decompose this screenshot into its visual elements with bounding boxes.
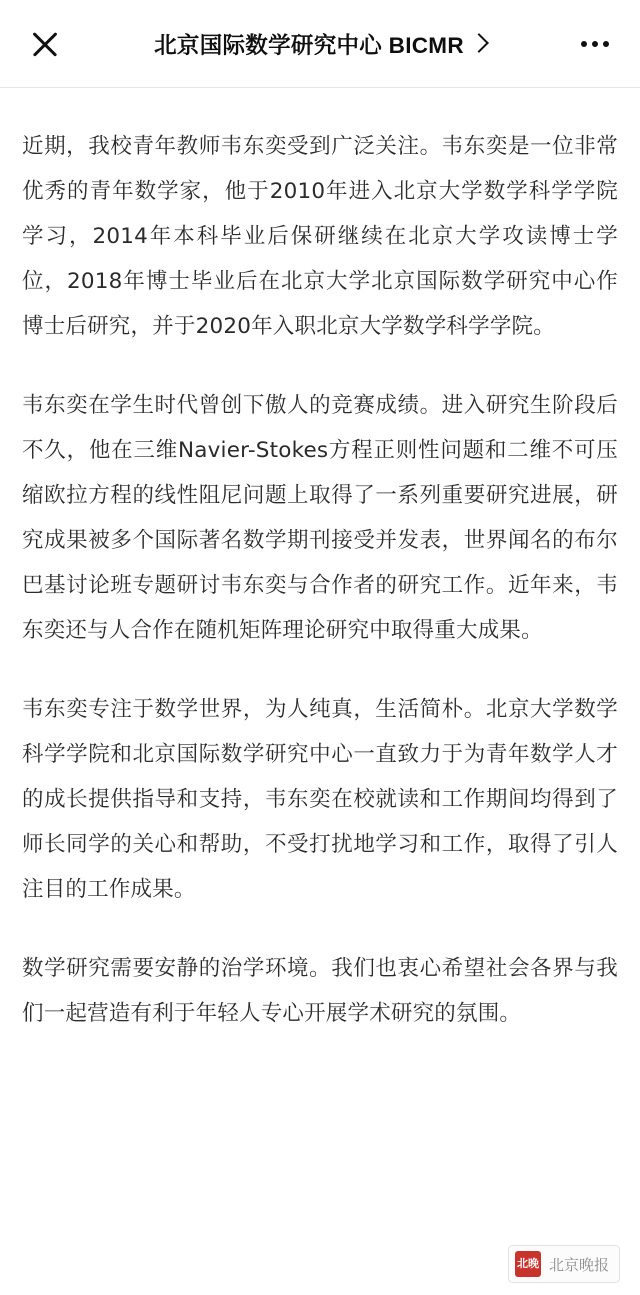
publisher-logo: 北晚 — [515, 1251, 541, 1277]
page-title: 北京国际数学研究中心 BICMR — [154, 32, 464, 58]
source-footer — [0, 1233, 640, 1295]
account-header[interactable] — [64, 28, 576, 60]
close-icon[interactable] — [26, 25, 64, 63]
more-options-icon[interactable] — [576, 25, 614, 63]
more-dot — [603, 41, 609, 47]
publisher-name: 北京晚报 — [548, 1255, 609, 1274]
article-paragraph: 韦东奕在学生时代曾创下傲人的竞赛成绩。进入研究生阶段后不久，他在三维Navier-Stokes方程正则性问题和二维不可压缩欧拉方程的线性阻尼问题上取得了一系列重要研究进展，研究成果被多个国际著名数学期刊接受并发表，世界闻名的布尔巴基讨论班专题研讨韦东奕与合作者的研究工作。近年来，韦东奕还与人合作在随机矩阵理论研究中取得重大成果。 — [22, 393, 618, 643]
chevron-right-icon[interactable] — [469, 33, 489, 53]
more-dot — [581, 41, 587, 47]
source-badge[interactable] — [508, 1245, 620, 1283]
top-navigation-bar — [0, 0, 640, 88]
more-dot — [592, 41, 598, 47]
article-paragraph: 韦东奕专注于数学世界，为人纯真，生活简朴。北京大学数学科学学院和北京国际数学研究中心一直致力于为青年数学人才的成长提供指导和支持，韦东奕在校就读和工作期间均得到了师长同学的关心和帮助，不受打扰地学习和工作，取得了引人注目的工作成果。 — [22, 697, 618, 902]
article-paragraph: 数学研究需要安静的治学环境。我们也衷心希望社会各界与我们一起营造有利于年轻人专心开展学术研究的氛围。 — [22, 956, 618, 1026]
article-paragraph: 近期，我校青年教师韦东奕受到广泛关注。韦东奕是一位非常优秀的青年数学家，他于2010年进入北京大学数学科学学院学习，2014年本科毕业后保研继续在北京大学攻读博士学位，2018年博士毕业后在北京大学北京国际数学研究中心作博士后研究，并于2020年入职北京大学数学科学学院。 — [22, 134, 618, 339]
article-body — [0, 88, 640, 1036]
